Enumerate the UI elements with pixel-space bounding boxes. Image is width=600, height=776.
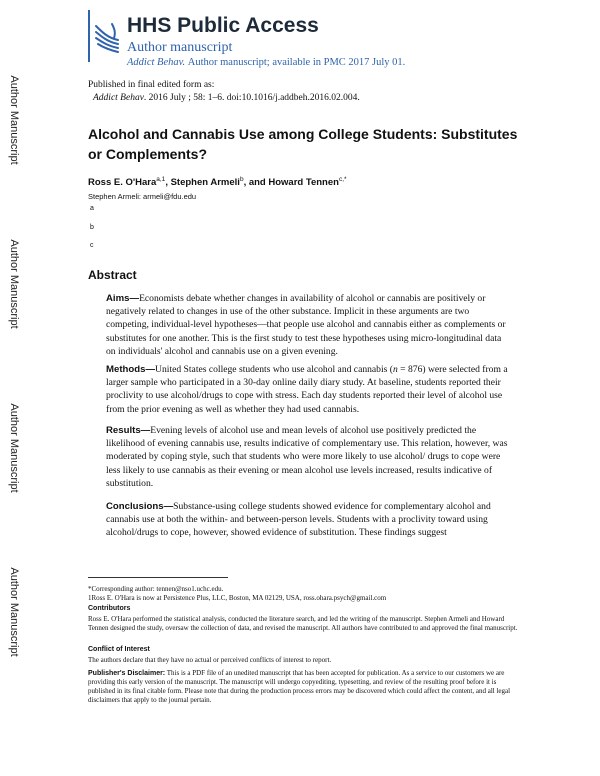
abstract-results: Results—Evening levels of alcohol use and mean levels of alcohol use positively predicted the likelihood of evening cannabis use, results indicative of complementary use. This relation, however, was moderated by coping style, such that students who were more likely to use alcohol/ drugs to cope were less likely to use cannabis as their evening or mean alcohol use levels increased, results indicative of substitution. bbox=[106, 425, 508, 489]
contributors-text: Ross E. O'Hara performed the statistical analysis, conducted the literature search, and led the writing of the manuscript. Stephen Armeli and Howard Tennen designed the study, oversaw the collection of data, and revised the manuscript. All authors have contributed to and approved the final manuscript. bbox=[88, 615, 518, 632]
author-name: Ross E. O'Hara bbox=[88, 177, 157, 189]
publisher-disclaimer: Publisher's Disclaimer: This is a PDF file of an unedited manuscript that has been accepted for publication. As a service to our customers we are providing this early version of the manuscript. The manuscript will undergo copyediting, typesetting, and review of the resulting proof before it is published in its final citable form. Please note that during the production process errors may be discovered which could affect the content, and all legal disclaimers that apply to the journal pertain. bbox=[88, 669, 511, 704]
author-name: Stephen Armeli bbox=[170, 177, 240, 189]
sidebar-label-4: Author Manuscript bbox=[8, 567, 20, 657]
sidebar-label-2: Author Manuscript bbox=[8, 239, 20, 329]
conflict-heading: Conflict of Interest bbox=[88, 646, 150, 653]
contributors-heading: Contributors bbox=[88, 605, 131, 612]
abstract-aims: Aims—Economists debate whether changes in availability of alcohol or cannabis are positively or negatively related to changes in use of the other substance. Implicit in these arguments are two competing, individual-level hypotheses—that people use alcohol and cannabis either as complements or substitutes for one another. This is the first study to test these hypotheses using micro-longitudinal data on individuals' alcohol and cannabis use on a given evening. bbox=[106, 293, 506, 357]
header-divider bbox=[88, 10, 90, 62]
corresponding-author-note: *Corresponding author: tennen@nso1.uchc.edu. bbox=[88, 585, 224, 593]
author-name: Howard Tennen bbox=[268, 177, 339, 189]
hhs-eagle-logo-icon bbox=[92, 18, 122, 58]
author-list: Ross E. O'Hara$^{a,1}$, Stephen Armeli$^b$, and Howard Tennen$^{c,*}$ bbox=[88, 176, 347, 189]
footnote-rule bbox=[88, 577, 228, 578]
author-email: Stephen Armeli: armeli@fdu.edu bbox=[88, 192, 197, 201]
affiliation-a: a bbox=[90, 205, 94, 212]
hhs-title: HHS Public Access bbox=[127, 14, 319, 37]
sidebar-label-1: Author Manuscript bbox=[8, 75, 20, 165]
published-label: Published in final edited form as: bbox=[88, 80, 215, 90]
citation-line: Addict Behav. 2016 July ; 58: 1–6. doi:10.1016/j.addbeh.2016.02.004. bbox=[93, 93, 360, 103]
abstract-methods: Methods—United States college students who use alcohol and cannabis (n = 876) were selected from a larger sample who participated in a 30-day online daily diary study. At baseline, students reported their proclivity to use alcohol/drugs to cope with stress. Each day students reported their level of alcohol use from the prior evening as well as whether they had used cannabis. bbox=[106, 364, 508, 415]
sidebar-label-3: Author Manuscript bbox=[8, 403, 20, 493]
author-manuscript-label: Author manuscript bbox=[127, 40, 233, 55]
article-title: Alcohol and Cannabis Use among College Students: Substitutes or Complements? bbox=[88, 126, 518, 162]
affiliation-b: b bbox=[90, 224, 94, 231]
abstract-conclusions: Conclusions—Substance-using college students showed evidence for complementary alcohol and cannabis use at both the within- and between-person levels. Students with a proclivity toward using alcohol/drugs to cope, however, showed evidence of substitution. These findings suggest bbox=[106, 501, 491, 539]
abstract-heading: Abstract bbox=[88, 268, 137, 282]
availability-line: Addict Behav. Author manuscript; available in PMC 2017 July 01. bbox=[127, 57, 406, 68]
author-now-at-note: 1Ross E. O'Hara is now at Persistence Plus, LLC, Boston, MA 02129, USA, ross.ohara.psych@gmail.com bbox=[88, 594, 387, 602]
affiliation-c: c bbox=[90, 242, 94, 249]
conflict-text: The authors declare that they have no actual or perceived conflicts of interest to report. bbox=[88, 656, 332, 664]
